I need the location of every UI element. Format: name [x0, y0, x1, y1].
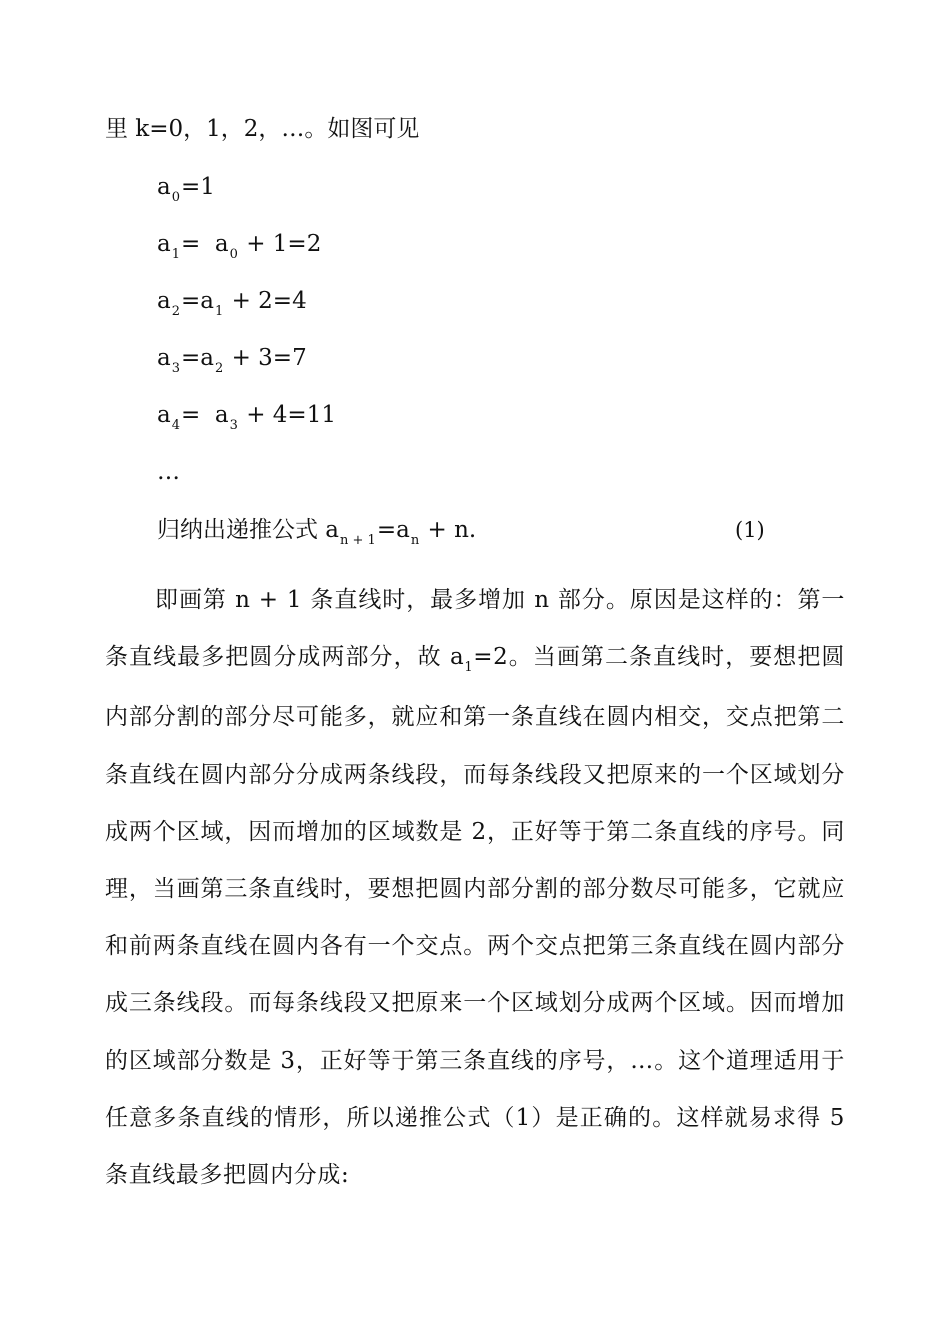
eq-symbol: a	[157, 231, 171, 257]
intro-line	[105, 114, 419, 144]
eq-subscript: 1	[171, 247, 180, 262]
equation-a3	[157, 343, 307, 377]
equation-number: (1)	[735, 518, 765, 542]
recurrence-mid: =a	[376, 517, 410, 543]
eq-subscript-2: 1	[214, 304, 224, 319]
paragraph-text-2: =2。当画第二条直线时，要想把圆内部分割的部分尽可能多，就应和第一条直线在圆内相交，交点把第二条直线在圆内部分分成两条线段，而每条线段又把原来的一个区域划分成两个区域，因而增加的区域数是 2，正好等于第二条直线的序号。同理，当画第三条直线时，要想把圆内部分割的部分数尽可能多，它就应和前两条直线在圆内各有一个交点。两个交点把第三条直线在圆内部分成三条线段。而每条线段又把原来一个区域划分成两个区域。因而增加的区域部分数是 3，正好等于第三条直线的序号，…。这个道理适用于任意多条直线的情形，所以递推公式（1）是正确的。这样就易求得 5 条直线最多把圆内分成:	[105, 644, 845, 1189]
eq-rest: + 1=2	[238, 231, 322, 257]
eq-symbol: a	[157, 345, 171, 371]
eq-rest: =1	[181, 174, 215, 200]
paragraph-text-1: 即画第 n + 1 条直线时，最多增加 n 部分。原因是这样的：第一条直线最多把圆分成两部分，故 a	[105, 587, 845, 671]
eq-symbol: a	[157, 174, 171, 200]
eq-symbol: a	[157, 288, 171, 314]
ellipsis: …	[157, 459, 180, 485]
eq-mid: = a	[181, 231, 229, 257]
eq-rest: + 3=7	[224, 345, 307, 371]
eq-mid: =a	[181, 345, 214, 371]
recurrence-line	[157, 515, 476, 549]
recurrence-subscript-2: n	[410, 533, 420, 548]
ellipsis-line	[157, 457, 180, 487]
eq-subscript: 2	[171, 304, 180, 319]
intro-text: 里 k=0，1，2，…。如图可见	[105, 116, 420, 142]
eq-subscript-2: 0	[229, 247, 238, 262]
equation-a2	[157, 286, 307, 320]
eq-subscript-2: 2	[214, 361, 224, 376]
eq-mid: =a	[181, 288, 214, 314]
paragraph-subscript: 1	[464, 660, 474, 676]
eq-mid: = a	[181, 402, 229, 428]
recurrence-tail: + n.	[420, 517, 477, 543]
eq-subscript-2: 3	[229, 418, 238, 433]
equation-a4	[157, 400, 336, 434]
eq-symbol: a	[157, 402, 171, 428]
eq-rest: + 4=11	[238, 402, 336, 428]
body-paragraph	[105, 572, 845, 1204]
eq-subscript: 3	[171, 361, 180, 376]
eq-subscript: 4	[171, 418, 180, 433]
recurrence-subscript-1: n + 1	[340, 533, 376, 548]
eq-rest: + 2=4	[224, 288, 307, 314]
equation-a0	[157, 172, 215, 206]
equation-a1	[157, 229, 321, 263]
eq-subscript: 0	[171, 190, 180, 205]
recurrence-lead: 归纳出递推公式 a	[157, 517, 340, 543]
